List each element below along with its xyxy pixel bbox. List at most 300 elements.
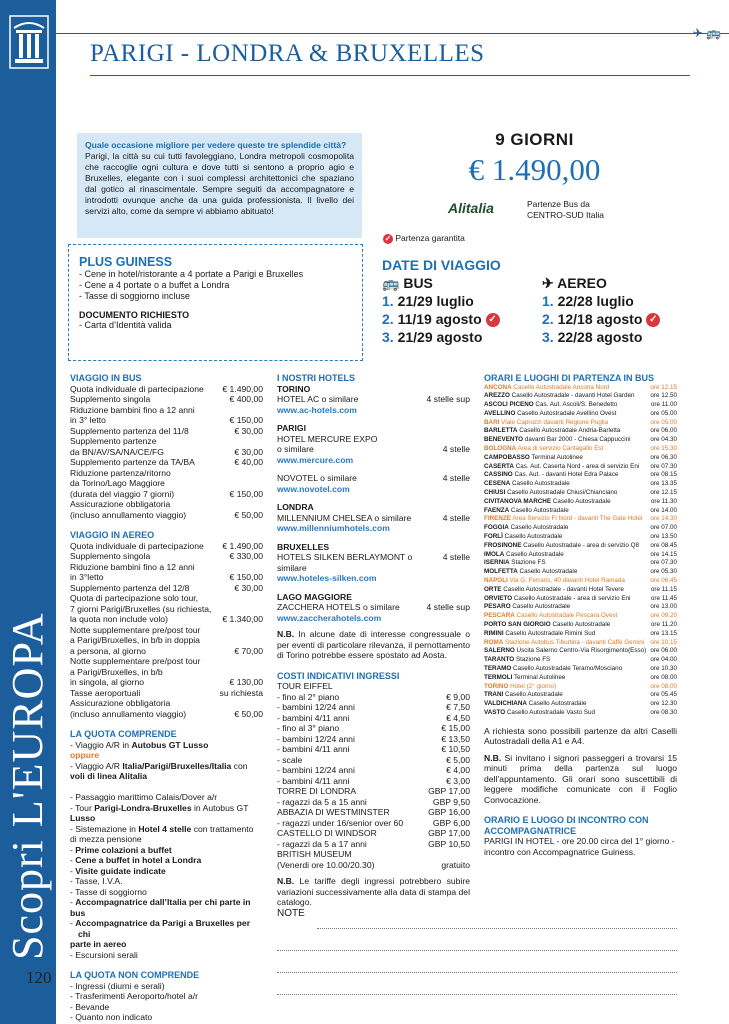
row-value: € 330,00 <box>229 551 263 561</box>
intro-text: Parigi, la città su cui tutti favoleggiano, Londra metropoli cosmopolita che raccoglie ogni cultura e dove tutti si sentono a proprio agio e Bruxelles, elegante con i suoi complessi architettonici che spaziano dal gotico al rinascimentale. Sempre seguiti da accompagnatore e introdotti ovunque anche da una guida professionista. Il livello dei servizi alto, come da sempre vi abbiamo abituato! <box>85 151 354 216</box>
price-row <box>277 723 470 734</box>
price-row <box>277 828 470 839</box>
row-label: - bambini 12/24 anni <box>277 765 355 775</box>
row-label: Riduzione bambini fino a 12 anni <box>70 561 195 572</box>
departure-detail: Casello Autostradale <box>504 550 564 558</box>
include-text: - <box>70 897 76 907</box>
hotel-group <box>277 423 470 465</box>
departure-detail: Casello Autostradale Avellino Ovest <box>515 409 617 417</box>
departure-time: ore 12.15 <box>650 489 677 497</box>
departure-city: BOLOGNA <box>484 445 517 453</box>
departures-info <box>527 199 604 221</box>
price-row <box>70 572 263 583</box>
hotel-link[interactable]: www.zaccherahotels.com <box>277 612 382 623</box>
row-value: € 4,50 <box>446 712 470 723</box>
include-item <box>70 803 263 814</box>
costs-note-text: Le tariffe degli ingressi potrebbero subire variazioni successivamente alla data di stampa del catalogo. <box>277 876 470 907</box>
departure-row <box>484 498 677 507</box>
row-value: su richiesta <box>219 687 263 698</box>
departure-city: CIVITANOVA MARCHE <box>484 497 552 505</box>
row-value: € 1.490,00 <box>222 540 263 551</box>
departure-row <box>484 515 677 524</box>
row-label: in 3°letto <box>70 572 104 582</box>
costs-table <box>277 681 470 870</box>
departure-row <box>484 621 677 630</box>
row-value: € 400,00 <box>229 394 263 404</box>
date-range: 22/28 agosto <box>557 329 643 345</box>
departure-detail: Viale Capruzzi davanti Regione Puglia <box>499 418 609 426</box>
departure-place <box>484 410 616 419</box>
price-row <box>70 457 263 468</box>
departure-city: ISERNIA <box>484 559 510 567</box>
row-label: - ragazzi da 5 a 15 anni <box>277 796 367 807</box>
meeting-text: PARIGI IN HOTEL - ore 20.00 circa del 1° giorno - incontro con Accompagnatrice Guiness. <box>484 836 675 857</box>
departure-time: ore 07.30 <box>650 559 677 567</box>
price-row <box>70 499 263 510</box>
hotel-stars: 4 stelle sup <box>426 394 470 404</box>
departure-detail: Casello Autostradale <box>550 621 611 629</box>
departure-detail: Stazione FS <box>509 559 546 567</box>
departure-place <box>484 401 617 410</box>
hotel-link[interactable]: www.hoteles-silken.com <box>277 573 377 583</box>
include-item <box>70 876 263 887</box>
departure-city: CHIUSI <box>484 489 506 497</box>
page-number: 120 <box>26 968 52 987</box>
departure-city: MOLFETTA <box>484 568 518 576</box>
departure-time: ore 06.00 <box>650 427 677 435</box>
departure-city: CAMPOBASSO <box>484 453 530 461</box>
departure-place <box>484 533 562 542</box>
page-title: PARIGI - LONDRA & BRUXELLES <box>90 40 485 67</box>
price-row <box>70 489 263 500</box>
departure-place <box>484 392 635 401</box>
price-row <box>70 625 263 636</box>
row-label: (durata del viaggio 7 giorni) <box>70 488 175 499</box>
price-row <box>70 604 263 615</box>
include-text: - <box>70 855 76 865</box>
row-label: (Venerdi ore 10.00/20.30) <box>277 859 375 870</box>
include-item <box>70 887 263 898</box>
departure-time: ore 08.45 <box>650 541 677 549</box>
departure-detail: Cas. Aut. - davanti Hotel Edra Palace <box>512 471 619 479</box>
transport-icons <box>693 26 721 40</box>
row-value: GBP 16,00 <box>428 807 470 817</box>
hotel-row <box>277 394 470 405</box>
price-row <box>70 478 263 489</box>
departure-row <box>484 586 677 595</box>
hotel-name-2: o similare <box>277 444 314 454</box>
check-icon: ✓ <box>646 313 660 327</box>
include-item <box>70 782 263 793</box>
row-value: € 1.490,00 <box>222 383 263 394</box>
air-label: AEREO <box>557 275 607 291</box>
include-item <box>70 855 263 866</box>
bus-trip-title: VIAGGIO IN BUS <box>70 373 142 383</box>
price-row <box>70 436 263 447</box>
hotel-stars: 4 stelle <box>442 552 470 562</box>
departure-time: ore 08.15 <box>650 471 677 479</box>
price-row <box>277 818 470 829</box>
date-range: 21/29 agosto <box>397 329 483 345</box>
hotel-stars: 4 stelle <box>442 512 470 523</box>
departure-city: FIRENZE <box>484 515 511 523</box>
departure-place <box>484 515 642 524</box>
include-bold: Visite guidate indicate <box>75 865 166 876</box>
price-row <box>70 468 263 479</box>
row-label: Notte supplementare pre/post tour <box>70 624 201 635</box>
hotel-link[interactable]: www.millenniumhotels.com <box>277 523 390 533</box>
departure-city: AVELLINO <box>484 409 516 417</box>
row-label: da BN/AV/SA/NA/CE/FG <box>70 446 164 457</box>
hotel-row <box>277 473 470 484</box>
guiness-items <box>79 269 352 302</box>
departure-city: IMOLA <box>484 550 505 558</box>
guiness-item: - Tasse di soggiorno incluse <box>79 291 190 301</box>
travel-dates <box>382 257 702 346</box>
intro-question: Quale occasione migliore per vedere queste tre splendide città? <box>85 140 347 150</box>
price-box <box>382 130 687 188</box>
departure-row <box>484 577 677 586</box>
hotel-city: LONDRA <box>277 502 314 512</box>
departure-row <box>484 551 677 560</box>
top-divider <box>56 33 729 34</box>
departure-place <box>484 656 550 665</box>
price-row <box>70 426 263 437</box>
departure-city: TARANTO <box>484 656 515 664</box>
departure-detail: Uscita Salerno Centro-Via Risorgimento(Esso) <box>514 647 647 655</box>
departure-row <box>484 480 677 489</box>
departure-row <box>484 436 677 445</box>
date-number: 1. <box>542 293 554 309</box>
price-row <box>277 839 470 850</box>
guiness-item: - Cene in hotel/ristorante a 4 portate a Parigi e Bruxelles <box>79 269 304 279</box>
departure-row <box>484 709 677 718</box>
price-row <box>70 551 263 562</box>
hotel-link[interactable]: www.ac-hotels.com <box>277 404 357 415</box>
price-row <box>277 734 470 745</box>
departure-row <box>484 542 677 551</box>
hotel-name: NOVOTEL o similare <box>277 473 357 483</box>
departure-time: ore 06.30 <box>650 453 677 461</box>
bus-dates <box>382 275 542 346</box>
departure-place <box>484 586 624 595</box>
departure-row <box>484 419 677 428</box>
departure-detail: Casello Autostradale Pescara Ovest <box>514 612 618 620</box>
departure-place <box>484 463 639 472</box>
price-row <box>70 635 263 646</box>
guiness-item: - Cene a 4 portate o a buffet a Londra <box>79 280 230 290</box>
guaranteed-label: Partenza garantita <box>395 233 465 243</box>
note-line[interactable] <box>277 973 677 995</box>
include-bold: bus <box>70 907 86 918</box>
date-number: 3. <box>542 329 554 345</box>
title-underline <box>90 75 690 76</box>
hotel-group <box>277 502 470 534</box>
departure-time: ore 11.20 <box>650 621 677 629</box>
check-icon: ✓ <box>384 233 392 243</box>
note-line[interactable] <box>317 921 677 929</box>
date-range: 11/19 agosto <box>397 311 482 327</box>
departure-place <box>484 665 622 674</box>
row-value: € 4,00 <box>446 765 470 775</box>
include-item <box>70 792 263 803</box>
departure-detail: Casello Autostradale <box>517 568 578 576</box>
row-label: Supplemento partenza del 11/8 <box>70 425 189 436</box>
departure-time: ore 07.00 <box>650 524 677 532</box>
departure-detail: Casello Autostradale <box>510 603 571 611</box>
price-row <box>70 709 263 720</box>
price-row <box>277 786 470 797</box>
hotel-stars: 4 stelle <box>442 473 470 483</box>
departure-row <box>484 524 677 533</box>
departure-time: ore 10.15 <box>650 638 677 646</box>
departure-place <box>484 445 603 454</box>
departure-city: CASSINO <box>484 471 513 479</box>
row-value: € 30,00 <box>234 446 263 457</box>
row-value: € 7,50 <box>446 702 470 712</box>
row-label: Quota individuale di partecipazione <box>70 540 204 551</box>
departure-place <box>484 480 570 489</box>
departure-time: ore 11.00 <box>650 401 677 409</box>
price-row <box>70 698 263 709</box>
departure-city: ASCOLI PICENO <box>484 401 534 409</box>
include-bold: Accompagnatrice da Parigi a Bruxelles per chi <box>75 918 251 939</box>
exclude-item: - Quanto non indicato <box>70 1012 153 1022</box>
price-row <box>70 646 263 657</box>
include-bold: Cene a buffet in hotel a Londra <box>75 855 202 865</box>
include-text: di mezza pensione <box>70 834 142 844</box>
row-label: - fino al 2° piano <box>277 691 340 702</box>
departure-city: SALERNO <box>484 647 515 655</box>
hotel-stars: 4 stelle sup <box>426 602 470 612</box>
price-row <box>277 744 470 755</box>
include-text: - Tour <box>70 802 95 813</box>
departure-city: FORLÌ <box>484 533 503 541</box>
note-line[interactable] <box>277 951 677 973</box>
hotels-title: I NOSTRI HOTELS <box>277 373 356 383</box>
departure-place <box>484 524 568 533</box>
date-row <box>542 310 702 328</box>
hotels-note-text: In alcune date di interesse congressuale o per eventi di particolare rilevanza, il pernottamento di Torino potrebbe essere spostato ad Aosta. <box>277 629 470 660</box>
include-bold: Lusso <box>70 813 96 823</box>
includes-title: LA QUOTA COMPRENDE <box>70 729 177 739</box>
note-line[interactable] <box>277 929 677 951</box>
departure-place <box>484 542 639 551</box>
row-value: € 70,00 <box>234 645 263 656</box>
include-bold: Prime colazioni a buffet <box>75 844 172 855</box>
meeting-title: ORARIO E LUOGO DI INCONTRO CON ACCOMPAGNATRICE <box>484 815 649 836</box>
departure-city: TORINO <box>484 682 509 690</box>
row-value: € 3,00 <box>446 775 470 786</box>
row-label: ABBAZIA DI WESTMINSTER <box>277 807 390 817</box>
include-text: - Escursioni serali <box>70 949 138 960</box>
row-value: € 30,00 <box>234 582 263 593</box>
hotel-link[interactable]: www.mercure.com <box>277 454 354 465</box>
row-label: Quota di partecipazione solo tour, <box>70 593 199 603</box>
row-value: € 9,00 <box>446 691 470 702</box>
intro-box <box>77 133 362 238</box>
departure-place <box>484 471 618 480</box>
departure-detail: Casello Autostradale Rimini Sud <box>503 629 596 637</box>
departure-city: ANCONA <box>484 383 512 391</box>
departure-row <box>484 700 677 709</box>
departure-detail: Casello Autostradale Andria-Barletta <box>517 427 621 435</box>
excludes-list <box>70 981 263 1023</box>
price-row <box>70 405 263 416</box>
departure-place <box>484 577 625 586</box>
row-label: 7 giorni Parigi/Bruxelles (su richiesta, <box>70 603 212 614</box>
departure-detail: Casello Autostradale - davanti Hotel Garden <box>509 392 635 400</box>
departure-row <box>484 463 677 472</box>
departure-city: BARI <box>484 418 500 426</box>
row-value: € 150,00 <box>229 415 263 425</box>
departure-row <box>484 471 677 480</box>
departure-place <box>484 674 565 683</box>
departure-time: ore 08.00 <box>650 673 677 681</box>
row-label: Notte supplementare pre/post tour <box>70 656 201 666</box>
row-value: € 50,00 <box>234 708 263 719</box>
price-row <box>70 667 263 678</box>
departure-place <box>484 568 577 577</box>
hotel-city: LAGO MAGGIORE <box>277 591 352 602</box>
departure-row <box>484 683 677 692</box>
date-row <box>382 292 542 310</box>
departure-city: CASERTA <box>484 462 514 470</box>
departure-detail: Casello Autostradale <box>502 533 563 541</box>
departure-row <box>484 410 677 419</box>
guiness-title: PLUS GUINESS <box>79 255 173 269</box>
departure-place <box>484 454 583 463</box>
departure-place <box>484 489 617 498</box>
column-prices <box>70 373 263 1023</box>
departure-detail: Casello Autostradale Chiusi/Chianciano <box>505 489 618 497</box>
departure-detail: Casello Autostradale - davanti Hotel Tevere <box>501 585 624 593</box>
price-row <box>277 713 470 724</box>
departure-place <box>484 630 595 639</box>
include-bold: Parigi-Londra-Bruxelles <box>94 802 192 813</box>
departure-place <box>484 603 570 612</box>
include-item <box>70 866 263 877</box>
hotel-name: HOTEL AC o similare <box>277 394 359 404</box>
date-range: 21/29 luglio <box>397 293 474 309</box>
include-item <box>70 750 263 761</box>
departure-place <box>484 507 569 516</box>
price-row <box>277 765 470 776</box>
price-row <box>70 656 263 667</box>
departure-time: ore 12.30 <box>650 700 677 708</box>
include-item <box>70 939 263 950</box>
include-bold: Hotel 4 stelle <box>138 823 192 834</box>
include-text: - Viaggio A/R <box>70 760 123 771</box>
include-text: - <box>70 918 76 928</box>
row-value: GBP 17,00 <box>428 828 470 838</box>
price-row <box>70 562 263 573</box>
include-item <box>70 908 263 919</box>
row-label: - scale <box>277 754 303 765</box>
departure-city: BENEVENTO <box>484 436 524 444</box>
row-value: € 150,00 <box>229 488 263 499</box>
include-text: - <box>70 844 76 855</box>
departure-detail: Hotel (2° giorno) <box>508 682 557 690</box>
sidebar <box>0 0 56 1024</box>
hotel-name: HOTELS SILKEN BERLAYMONT o similare <box>277 552 413 573</box>
departure-place <box>484 419 608 428</box>
departure-row <box>484 656 677 665</box>
hotel-row <box>277 444 470 455</box>
departure-city: ORVIETO <box>484 594 513 602</box>
hotel-group <box>277 542 470 584</box>
departure-place <box>484 551 564 560</box>
guaranteed-departure <box>383 233 465 244</box>
hotel-name: MILLENNIUM CHELSEA o similare <box>277 512 412 523</box>
departure-row <box>484 384 677 393</box>
row-value: € 1.340,00 <box>222 614 263 624</box>
bus-icon: 🚌 <box>706 26 721 40</box>
row-label: Supplemento singola <box>70 551 151 561</box>
notes-area <box>277 908 677 995</box>
departure-detail: Casello Autostradale <box>509 506 569 514</box>
price-row <box>70 614 263 625</box>
departures-note <box>484 753 677 806</box>
departure-row <box>484 559 677 568</box>
costs-title: COSTI INDICATIVI INGRESSI <box>277 670 400 681</box>
row-label: (incluso annullamento viaggio) <box>70 708 187 719</box>
departure-place <box>484 691 563 700</box>
hotel-name: HOTEL MERCURE EXPO <box>277 433 378 444</box>
departure-detail: Casello Autostradale Teramo/Mosciano <box>511 665 623 672</box>
price-row <box>70 394 263 405</box>
row-label: Riduzione partenza/ritorno <box>70 467 171 478</box>
date-number: 3. <box>382 329 394 345</box>
row-label: Assicurazione obbligatoria <box>70 499 171 509</box>
departure-detail: davanti Bar 2000 - Chiesa Cappuccini <box>523 436 631 444</box>
departure-row <box>484 630 677 639</box>
date-range: 12/18 agosto <box>557 311 643 327</box>
departure-city: TRANI <box>484 691 504 699</box>
row-value: € 50,00 <box>234 509 263 520</box>
departure-detail: Casello Autostradale <box>510 480 570 488</box>
departure-time: ore 09.20 <box>650 612 677 620</box>
departure-row <box>484 691 677 700</box>
departure-time: ore 10.30 <box>650 665 677 672</box>
document-title: DOCUMENTO RICHIESTO <box>79 310 190 320</box>
row-value: € 150,00 <box>229 572 263 582</box>
include-text: - Passaggio marittimo Calais/Dover a/r <box>70 792 218 802</box>
row-label: - bambini 12/24 anni <box>277 702 355 712</box>
departure-row <box>484 401 677 410</box>
row-value: € 10,50 <box>441 744 470 754</box>
row-label: a Parigi/Bruxelles, in b/b <box>70 666 163 677</box>
departure-city: AREZZO <box>484 392 510 400</box>
departure-detail: Casello Autostradale <box>551 497 611 505</box>
departure-detail: Via G. Ferraris, 40 davanti Hotel Ramada <box>507 577 625 585</box>
exclude-item: - Trasferimenti Aeroporto/hotel a/r <box>70 991 199 1001</box>
departure-place <box>484 683 556 692</box>
costs-note <box>277 876 470 908</box>
departure-place <box>484 595 630 604</box>
departure-time: ore 08.30 <box>650 708 677 716</box>
price-row <box>70 677 263 688</box>
departure-detail: Casello Autostradale - area di servizio Eni <box>512 594 631 602</box>
departure-row <box>484 454 677 463</box>
departure-time: ore 13.35 <box>650 480 677 488</box>
include-item <box>70 897 263 908</box>
include-bold: Italia/Parigi/Bruxelles/Italia <box>122 760 232 771</box>
departure-city: BARLETTA <box>484 427 518 435</box>
row-label: CASTELLO DI WINDSOR <box>277 828 377 838</box>
departure-city: VALDICHIANA <box>484 700 527 708</box>
hotel-link[interactable]: www.novotel.com <box>277 483 350 494</box>
